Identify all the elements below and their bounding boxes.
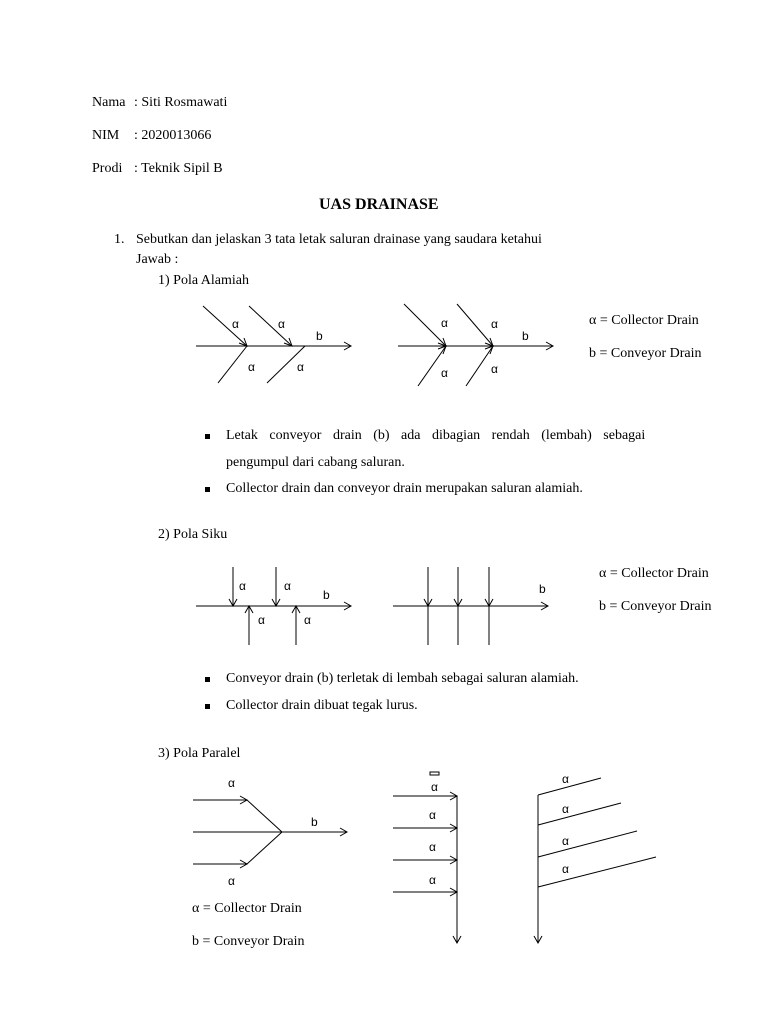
nama-label: Nama: [92, 95, 126, 110]
answer-label: Jawab :: [136, 252, 179, 267]
bullet-text: Collector drain dibuat tegak lurus.: [226, 698, 418, 713]
nim-value: : 2020013066: [134, 128, 212, 143]
collector-label: α: [431, 780, 438, 794]
section-heading-paralel: 3) Pola Paralel: [158, 746, 241, 761]
collector-label: α: [258, 613, 265, 627]
nama-value: : Siti Rosmawati: [134, 95, 228, 110]
bullet-text: pengumpul dari cabang saluran.: [226, 455, 405, 470]
collector-label: α: [284, 579, 291, 593]
legend-collector-siku: α = Collector Drain: [599, 566, 709, 581]
collector-label: α: [562, 862, 569, 876]
conveyor-label: b: [323, 588, 330, 602]
collector-label: α: [429, 840, 436, 854]
legend-conveyor-alamiah: b = Conveyor Drain: [589, 346, 702, 361]
bullet-text: Letak conveyor drain (b) ada dibagian rendah (lembah) sebagai: [226, 428, 646, 443]
collector-label: α: [304, 613, 311, 627]
collector-label: α: [248, 360, 255, 374]
page-title: UAS DRAINASE: [319, 196, 439, 213]
collector-label: α: [491, 362, 498, 376]
conveyor-label: b: [539, 582, 546, 596]
legend-collector-alamiah: α = Collector Drain: [589, 313, 699, 328]
collector-label: α: [429, 808, 436, 822]
conveyor-label: b: [522, 329, 529, 343]
collector-label: α: [278, 317, 285, 331]
prodi-value: : Teknik Sipil B: [134, 161, 223, 176]
legend-conveyor-paralel: b = Conveyor Drain: [192, 934, 305, 949]
nim-label: NIM: [92, 128, 120, 143]
collector-label: α: [297, 360, 304, 374]
collector-label: α: [562, 802, 569, 816]
collector-label: α: [491, 317, 498, 331]
collector-label: α: [232, 317, 239, 331]
collector-label: α: [562, 834, 569, 848]
collector-label: α: [228, 874, 235, 888]
collector-label: α: [239, 579, 246, 593]
legend-collector-paralel: α = Collector Drain: [192, 901, 302, 916]
collector-label: α: [228, 776, 235, 790]
question-text: Sebutkan dan jelaskan 3 tata letak saluran drainase yang saudara ketahui: [136, 232, 542, 247]
collector-label: α: [441, 316, 448, 330]
section-heading-alamiah: 1) Pola Alamiah: [158, 273, 249, 288]
conveyor-label: b: [311, 815, 318, 829]
prodi-label: Prodi: [92, 161, 123, 176]
conveyor-label: b: [316, 329, 323, 343]
collector-label: α: [429, 873, 436, 887]
bullet-text: Collector drain dan conveyor drain merupakan saluran alamiah.: [226, 481, 583, 496]
legend-conveyor-siku: b = Conveyor Drain: [599, 599, 712, 614]
collector-label: α: [562, 772, 569, 786]
collector-label: α: [441, 366, 448, 380]
question-number: 1.: [114, 232, 125, 247]
bullet-text: Conveyor drain (b) terletak di lembah sebagai saluran alamiah.: [226, 671, 579, 686]
section-heading-siku: 2) Pola Siku: [158, 527, 228, 542]
